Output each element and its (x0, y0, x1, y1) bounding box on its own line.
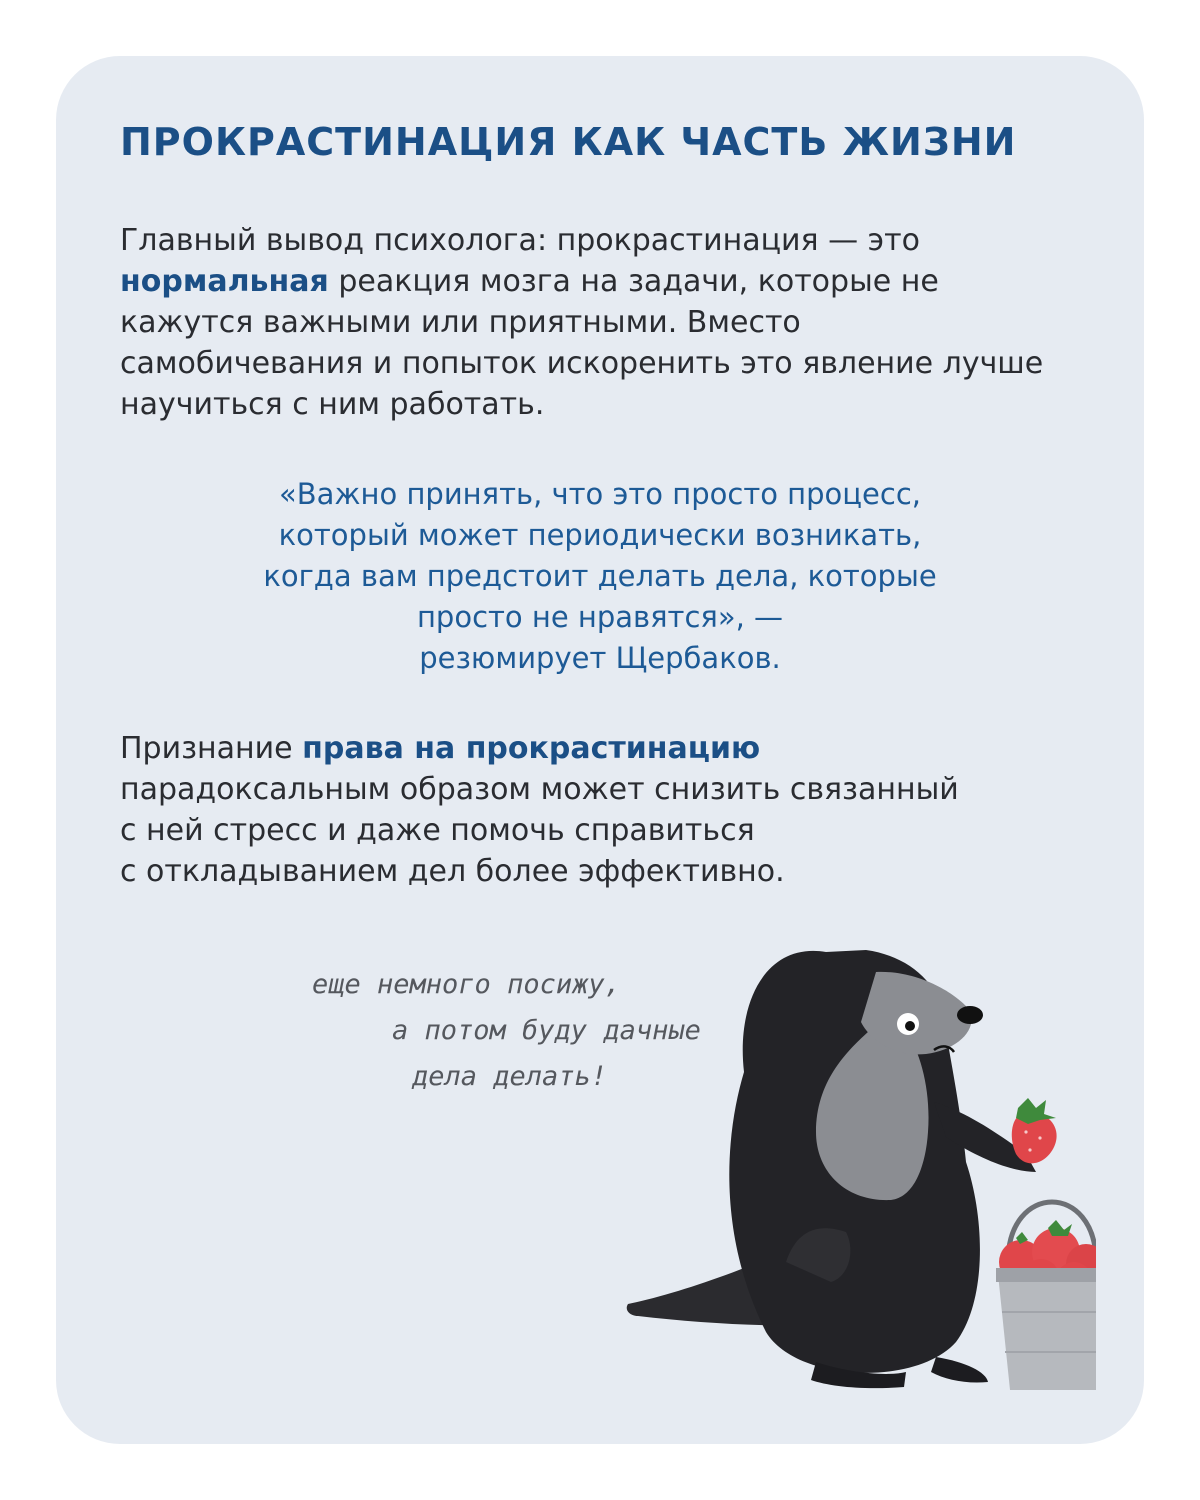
conclusion-line3: с ней стресс и даже помочь справиться (120, 813, 755, 848)
conclusion-highlight: права на прокрастинацию (302, 731, 761, 766)
intro-paragraph (120, 220, 1050, 425)
bucket-icon (998, 1274, 1096, 1390)
quote-line4: просто не нравятся», — (416, 600, 784, 634)
quote-line5: резюмирует Щербаков. (419, 641, 781, 675)
strawberry-icon (1012, 1098, 1057, 1163)
intro-line1: Главный вывод психолога: прокрастинация — это (120, 223, 920, 258)
quote-line2: который может периодически возникать, (278, 518, 922, 552)
expert-quote (180, 474, 1020, 679)
content-card (56, 56, 1144, 1444)
speech-line3: дела делать! (412, 1061, 608, 1092)
conclusion-line2: парадоксальным образом может снизить связанный (120, 772, 959, 807)
intro-highlight: нормальная (120, 264, 329, 299)
conclusion-paragraph (120, 728, 1050, 892)
speech-line1: еще немного посижу, (312, 969, 621, 1000)
quote-line3: когда вам предстоит делать дела, которые (263, 559, 937, 593)
otter-nose-icon (957, 1006, 983, 1024)
intro-rest: реакция мозга на задачи, которые не кажутся важными или приятными. Вместо самобичевания и попыток искоренить это явление лучше научиться с ним работать. (120, 264, 1044, 422)
quote-line1: «Важно принять, что это просто процесс, (279, 477, 921, 511)
conclusion-line4: с откладыванием дел более эффективно. (120, 854, 785, 889)
conclusion-before: Признание (120, 731, 293, 766)
speech-line2: а потом буду дачные (392, 1015, 701, 1046)
otter-illustration (616, 932, 1096, 1392)
page-title: ПРОКРАСТИНАЦИЯ КАК ЧАСТЬ ЖИЗНИ (120, 120, 1017, 164)
